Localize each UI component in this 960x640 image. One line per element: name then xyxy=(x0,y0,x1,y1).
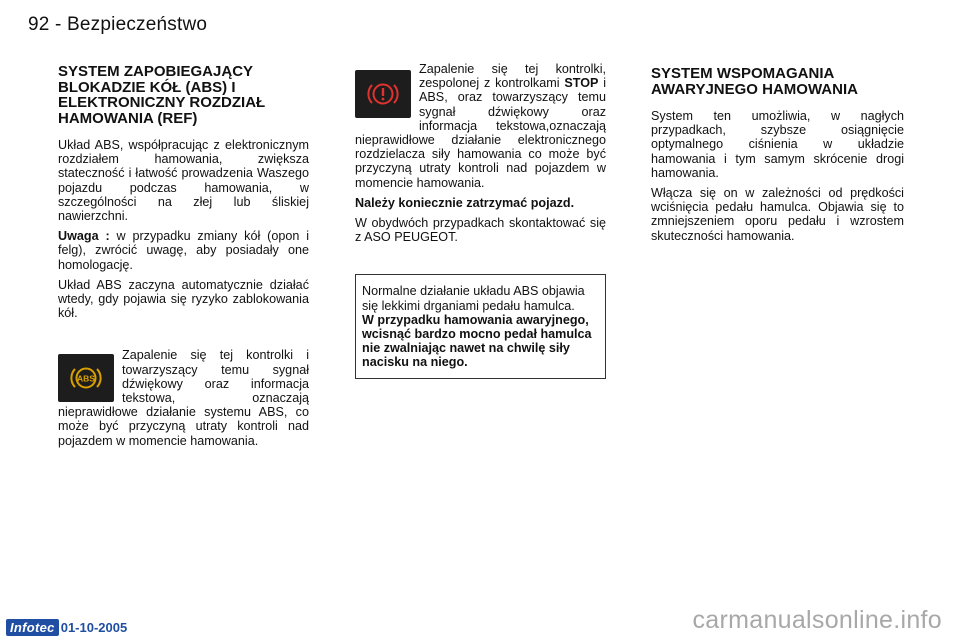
brake-assist-activation: Włącza się on w zależności od prędkości wciśnięcia pedału hamulca. Objawia się to zmniejszeniem oporu pedału i wzrostem skuteczności hamowania. xyxy=(651,186,904,243)
note-text: w przypadku zmiany kół (opon i felg), zwrócić uwagę, aby posiadały one homologację. xyxy=(58,229,309,272)
ref-warning-pre: Zapalenie się tej kontrolki, zespolonej z kontrolkami xyxy=(419,62,606,91)
header-separator: - xyxy=(49,14,68,35)
footer xyxy=(6,619,127,636)
column-brake-assist xyxy=(651,66,904,249)
abs-description: Układ ABS, współpracując z elektronicznym rozdziałem hamowania, zwiększa stateczność i łatwość prowadzenia Waszego pojazdu podczas hamowania, w szczególności na złej lub śliskiej nawierzchni. xyxy=(58,138,309,224)
section-title-brake-assist: SYSTEM WSPOMAGANIA AWARYJNEGO HAMOWANIA xyxy=(651,65,858,98)
ref-warning-block xyxy=(355,62,606,190)
brake-warning-light-icon xyxy=(355,70,411,118)
infotec-logo: Infotec xyxy=(6,619,59,636)
column-ref xyxy=(355,62,606,379)
footer-date: 01-10-2005 xyxy=(60,620,128,635)
abs-warning-text: Zapalenie się tej kontrolki i towarzyszący temu sygnał dźwiękowy oraz informacja tekstowa, oznaczają nieprawidłowe działanie systemu ABS, co może być przyczyną utraty kontroli nad pojazdem w momencie hamowania. xyxy=(58,348,309,448)
ref-warning-post: i ABS, oraz towarzyszący temu sygnał dźwiękowy oraz informacja tekstowa,oznaczają nieprawidłowe działanie elektronicznego rozdzielacza siły hamowania co może być przyczyną utraty kontroli nad pojazdem w momencie hamowania. xyxy=(355,76,606,190)
must-stop-text: Należy koniecznie zatrzymać pojazd. xyxy=(355,195,575,210)
box-bold-text: W przypadku hamowania awaryjnego, wcisnąć bardzo mocno pedał hamulca nie zwalniając nawet na chwilę siły nacisku na niego. xyxy=(362,312,592,370)
abs-icon-label: ABS xyxy=(77,373,95,384)
column-abs xyxy=(58,64,309,448)
note-label: Uwaga : xyxy=(58,229,110,244)
abs-warning-light-icon xyxy=(58,354,114,402)
abs-warning-block xyxy=(58,348,309,447)
page-number: 92 xyxy=(28,14,50,35)
brake-assist-description: System ten umożliwia, w nagłych przypadkach, szybsze osiągnięcie optymalnego ciśnienia w układzie hamowania i tym samym skrócenie drogi hamowania. xyxy=(651,109,904,180)
abs-note xyxy=(58,229,309,272)
abs-activation: Układ ABS zaczyna automatycznie działać wtedy, gdy pojawia się ryzyko zablokowania kół. xyxy=(58,277,309,321)
box-normal-text: Normalne działanie układu ABS objawia się lekkimi drganiami pedału hamulca. xyxy=(362,284,585,313)
section-title-abs: SYSTEM ZAPOBIEGAJĄCY BLOKADZIE KÓŁ (ABS) I ELEKTRONICZNY ROZDZIAŁ HAMOWANIA (REF) xyxy=(58,63,266,127)
watermark: carmanualsonline.info xyxy=(692,606,942,634)
page-header xyxy=(28,14,207,36)
ref-warning-stop: STOP xyxy=(564,76,599,91)
abs-note-box xyxy=(355,274,606,378)
page-title: Bezpieczeństwo xyxy=(67,14,208,35)
contact-text: W obydwóch przypadkach skontaktować się z ASO PEUGEOT. xyxy=(355,216,606,245)
